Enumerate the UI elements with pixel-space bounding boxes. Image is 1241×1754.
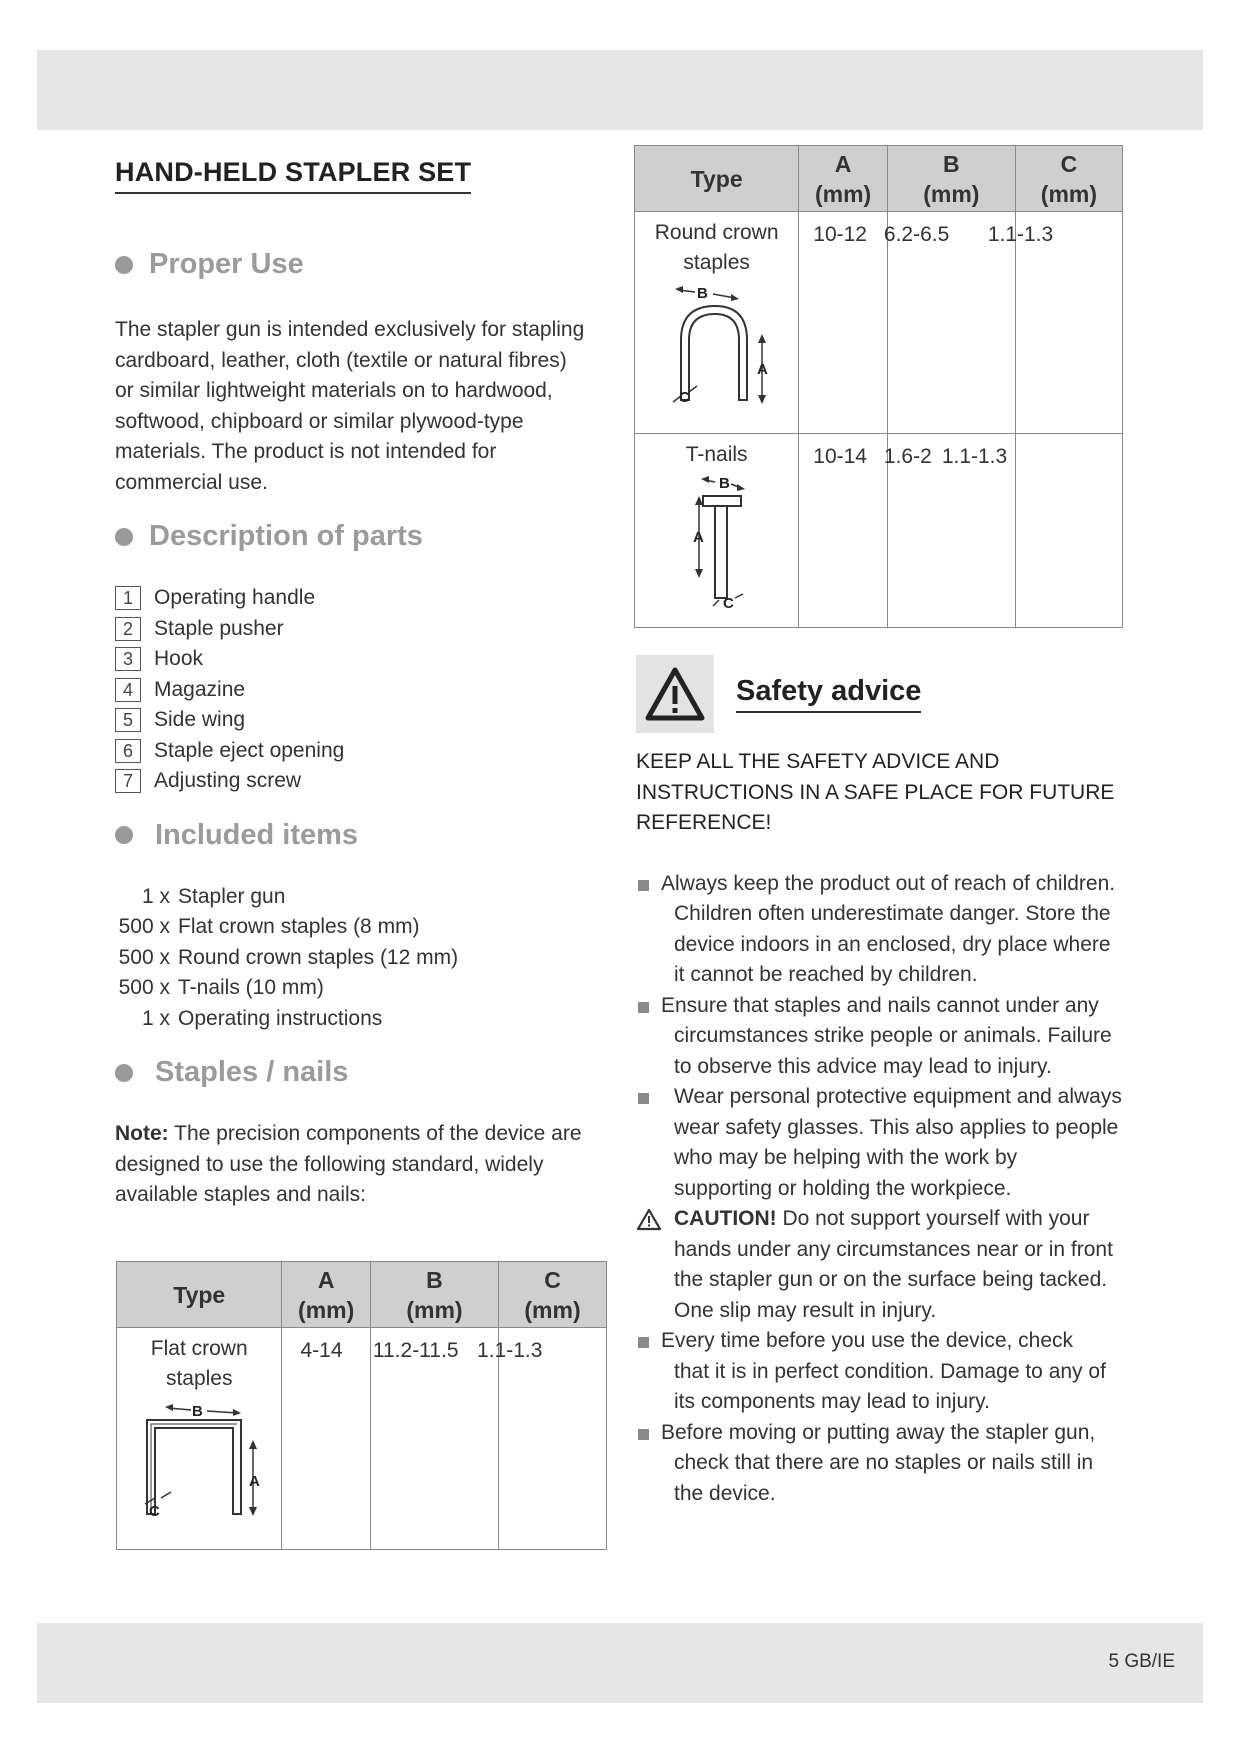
type-cell: Flat crown staples B A C (117, 1328, 282, 1550)
list-item: Wear personal protective equipment and always wear safety glasses. This also applies to people who may be helping with the work by supporting or holding the workpiece. (636, 1082, 1128, 1204)
svg-text:A: A (249, 1473, 261, 1490)
warning-triangle-icon (636, 655, 714, 733)
value-cell-a: 4-14 (282, 1328, 370, 1550)
header-type: Type (117, 1262, 282, 1328)
header-c: C (mm) (499, 1262, 607, 1328)
svg-text:B: B (718, 475, 730, 492)
included-list (115, 882, 610, 1035)
list-item: 500 x Round crown staples (12 mm) (118, 945, 459, 969)
svg-text:C: C (149, 1503, 161, 1520)
list-item: Every time before you use the device, check that it is in perfect condition. Damage to any of its components may lead to injury. (636, 1326, 1128, 1418)
parts-heading: Description of parts (115, 520, 610, 553)
value-cell-b: 6.2-6.5 (887, 212, 1015, 434)
svg-text:B: B (192, 1403, 204, 1420)
left-column (115, 150, 610, 1211)
caution-item: CAUTION! Do not support yourself with your hands under any circumstances near or in front the stapler gun or on the surface being tacked. One slip may result in injury. (636, 1204, 1128, 1326)
header-type: Type (635, 146, 799, 212)
value-cell-b: 1.6-2 (887, 434, 1015, 628)
bullet-dot-icon (115, 256, 133, 274)
bullet-dot-icon (115, 1064, 133, 1082)
svg-text:C: C (678, 389, 690, 406)
bullet-dot-icon (115, 528, 133, 546)
staple-table-flat (116, 1261, 607, 1550)
header-a: A (mm) (799, 146, 888, 212)
keep-instructions: KEEP ALL THE SAFETY ADVICE AND INSTRUCTIONS IN A SAFE PLACE FOR FUTURE REFERENCE! (636, 750, 1115, 834)
svg-text:A: A (692, 529, 704, 546)
list-item: 1 Operating handle (115, 583, 610, 614)
safety-heading: Safety advice (636, 655, 1128, 733)
header-c: C (mm) (1015, 146, 1122, 212)
list-item: Before moving or putting away the stapler gun, check that there are no staples or nails still in the device. (636, 1418, 1128, 1510)
value-cell-b: 11.2-11.5 (370, 1328, 498, 1550)
svg-text:B: B (696, 285, 708, 302)
list-item: 1 x Operating instructions (141, 1006, 383, 1030)
svg-text:C: C (722, 595, 734, 610)
bullet-square-icon (638, 1093, 649, 1104)
list-item: 500 x Flat crown staples (8 mm) (118, 915, 420, 938)
list-item: 2 Staple pusher (115, 614, 610, 645)
flat-crown-staple-icon (129, 1394, 269, 1524)
caution-triangle-icon (636, 1208, 662, 1231)
list-item: Always keep the product out of reach of children. Children often underestimate danger. Store the device indoors in an enclosed, dry place where it cannot be reached by children. (636, 869, 1128, 991)
parts-list (115, 583, 610, 797)
bullet-square-icon (638, 880, 649, 891)
right-column (636, 655, 1128, 1509)
type-cell: T-nails B A C (635, 434, 799, 628)
list-item: 1 x Stapler gun (141, 884, 286, 908)
page-number: 5 GB/IE (1108, 1651, 1175, 1672)
value-cell-c: 1.1-1.3 (499, 1328, 607, 1550)
type-cell: Round crown staples B A C (635, 212, 799, 434)
value-cell-a: 10-12 (799, 212, 888, 434)
proper-use-text: The stapler gun is intended exclusively for stapling cardboard, leather, cloth (textile or natural fibres) or similar lightweight materials on to hardwood, softwood, chipboard or similar plywood-type materials. The product is not intended for commercial use. (115, 318, 585, 494)
header-band (37, 50, 1203, 130)
list-item: 3 Hook (115, 644, 610, 675)
list-item: 7 Adjusting screw (115, 766, 610, 797)
staples-note: Note: The precision components of the device are designed to use the following standard, widely available staples and nails: (115, 1122, 582, 1206)
value-cell-a: 10-14 (799, 434, 888, 628)
staple-table-round-tnail (634, 145, 1123, 628)
table-row (117, 1328, 607, 1550)
bullet-dot-icon (115, 826, 133, 844)
table-row (635, 434, 1123, 628)
svg-text:A: A (756, 361, 768, 378)
list-item: 4 Magazine (115, 675, 610, 706)
list-item: 500 x T-nails (10 mm) (118, 976, 324, 999)
list-item: 6 Staple eject opening (115, 736, 610, 767)
safety-list (636, 869, 1128, 1510)
bullet-square-icon (638, 1337, 649, 1348)
round-crown-staple-icon (657, 278, 777, 408)
footer-band (37, 1623, 1203, 1703)
bullet-square-icon (638, 1002, 649, 1013)
value-cell-c: 1.1-1.3 (1015, 212, 1122, 434)
value-cell-c: 1.1-1.3 (1015, 434, 1122, 628)
list-item: Ensure that staples and nails cannot under any circumstances strike people or animals. Failure to observe this advice may lead to injury. (636, 991, 1128, 1083)
list-item: 5 Side wing (115, 705, 610, 736)
header-a: A (mm) (282, 1262, 370, 1328)
included-heading: Included items (115, 819, 610, 852)
bullet-square-icon (638, 1429, 649, 1440)
t-nail-icon (657, 470, 777, 610)
proper-use-heading: Proper Use (115, 248, 610, 281)
header-b: B (mm) (370, 1262, 498, 1328)
table-row (635, 212, 1123, 434)
header-b: B (mm) (887, 146, 1015, 212)
page-title: HAND-HELD STAPLER SET (115, 157, 471, 194)
staples-heading: Staples / nails (115, 1056, 610, 1089)
